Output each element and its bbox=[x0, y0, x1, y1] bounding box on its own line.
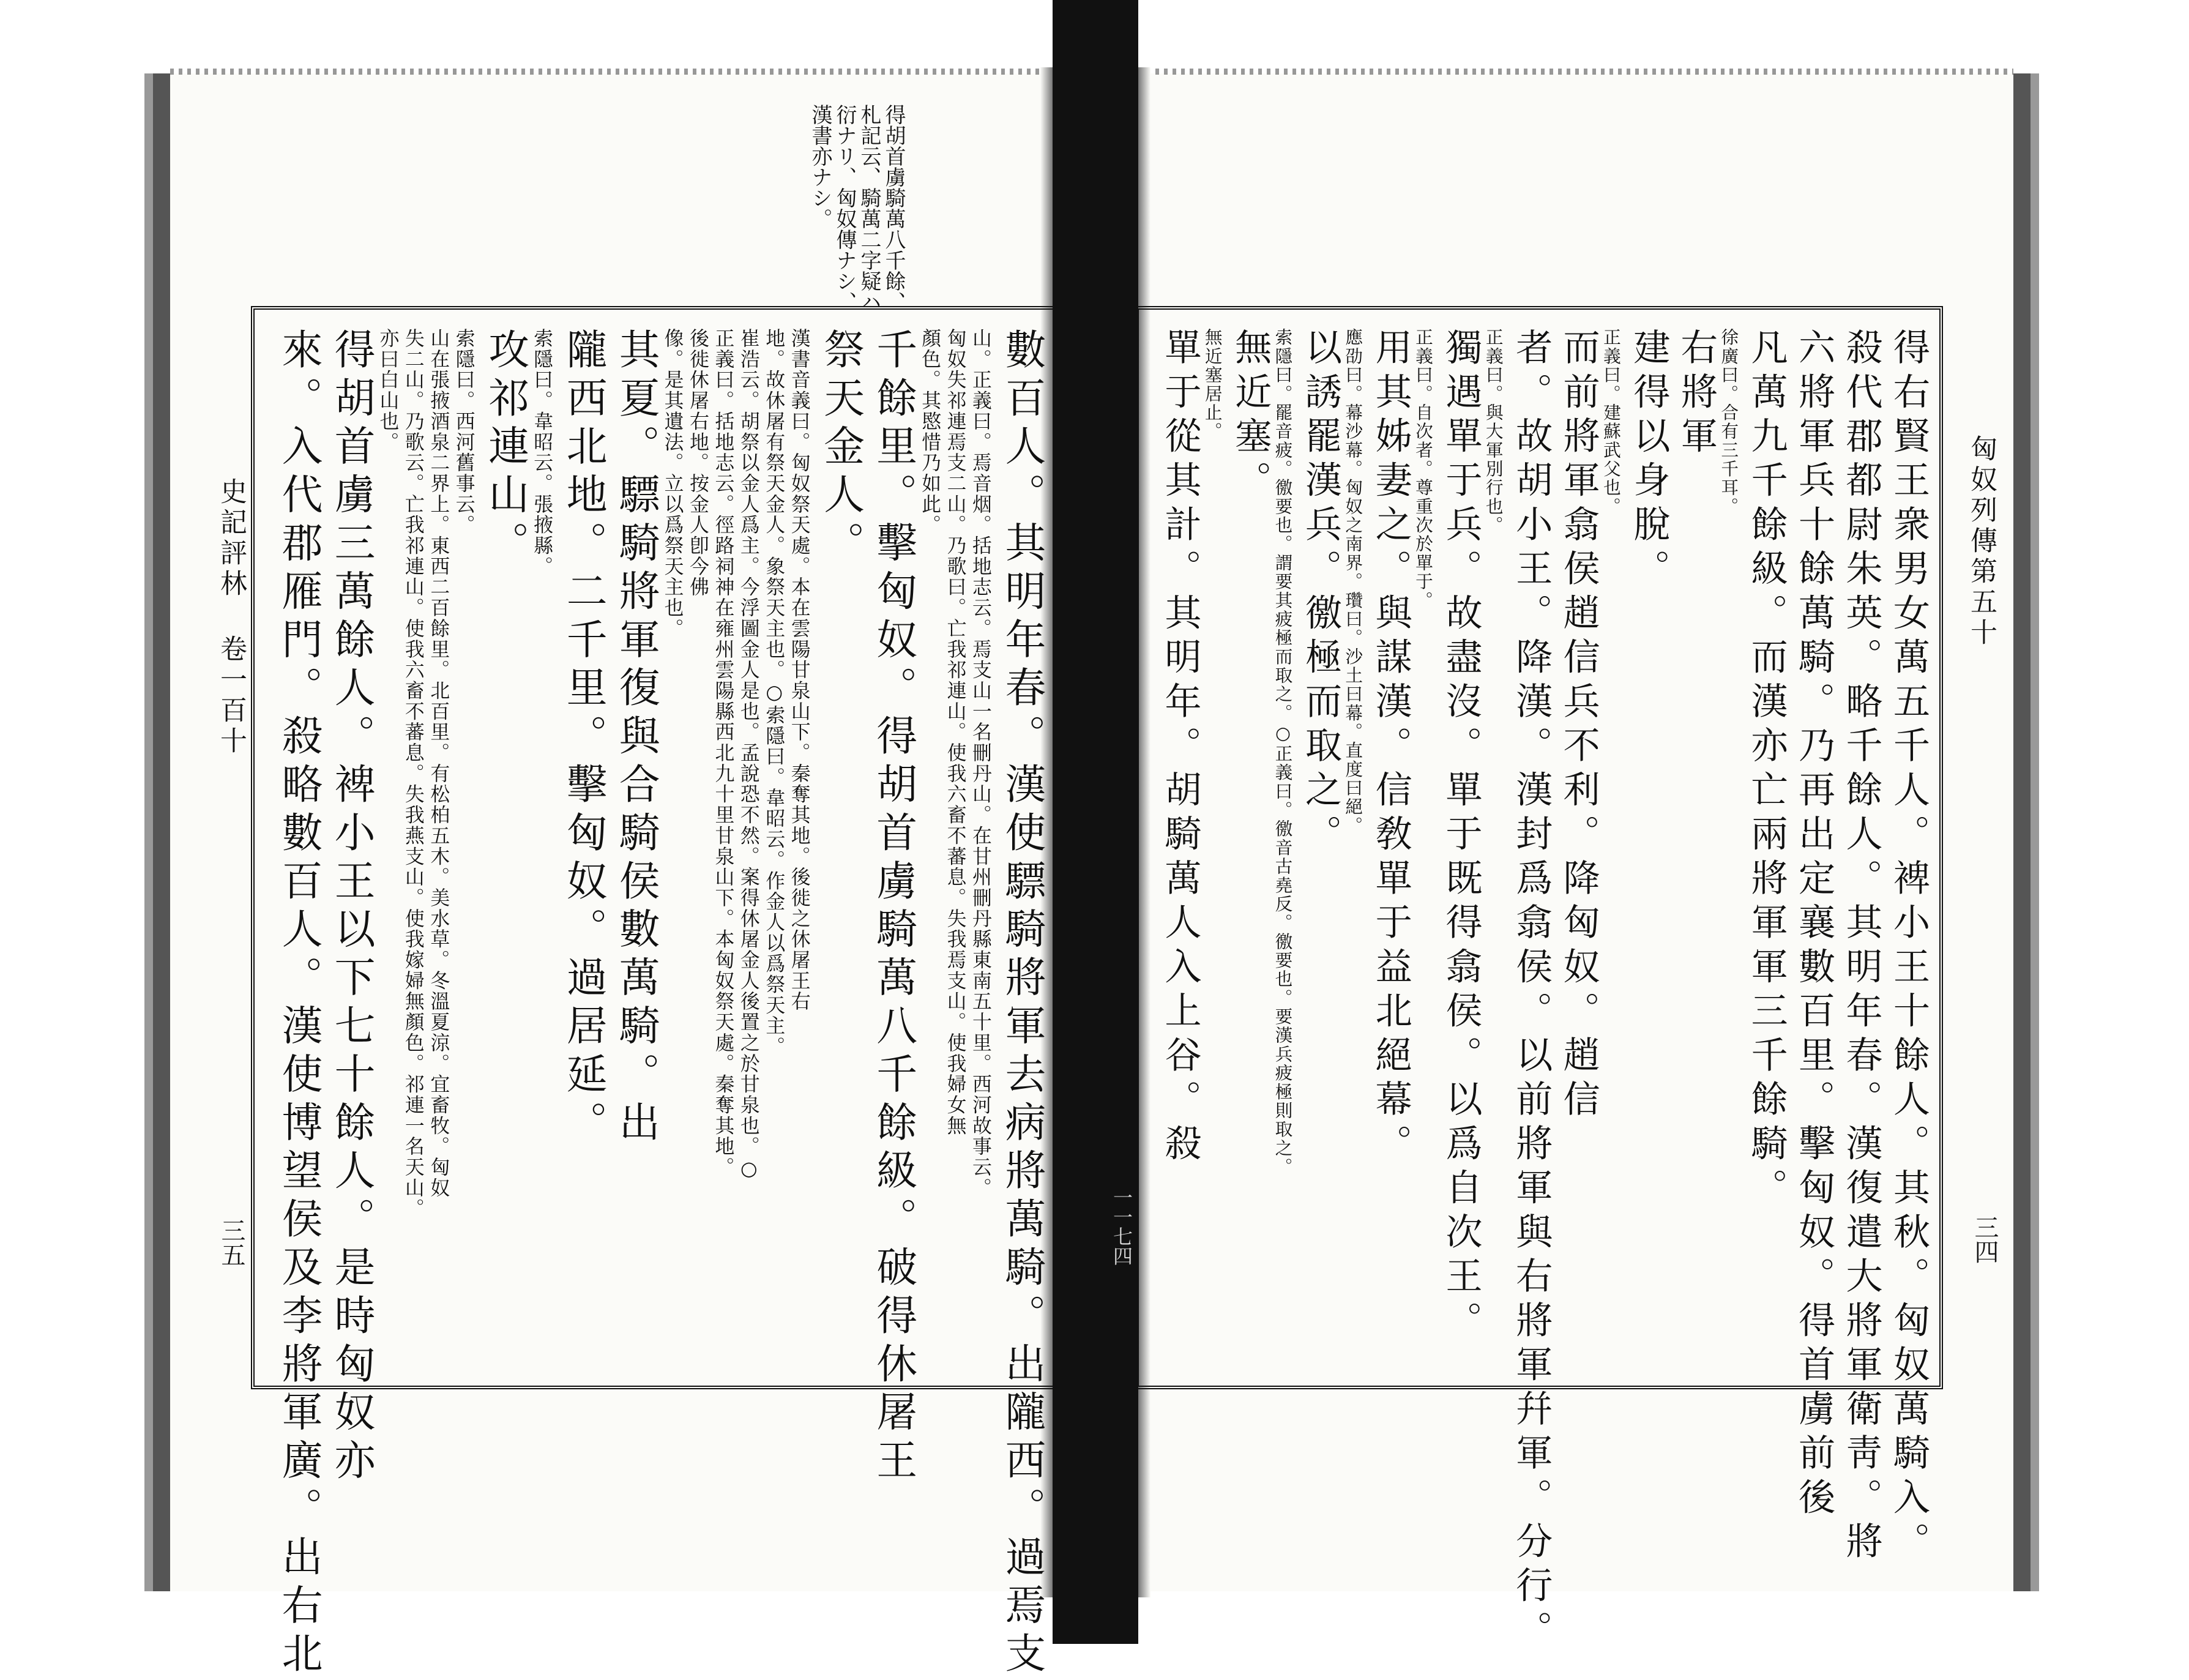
text-column: 來。入代郡雁門。殺略數百人。漢使博望侯及李將軍廣。出右北 bbox=[275, 328, 324, 1680]
text-column: 右將軍 bbox=[1674, 328, 1718, 461]
headnote: 得胡首虜騎萬八千餘、札記云、騎萬二字疑ハ衍ナリ、匈奴傳ナシ、漢書亦ナシ。 bbox=[808, 104, 906, 312]
right-page-number: 三四 bbox=[1971, 1215, 1999, 1264]
commentary-column: 顏色。其愍惜乃如此。 bbox=[919, 328, 942, 536]
commentary-column: 亦曰白山也。 bbox=[376, 328, 400, 453]
text-column: 其夏。驃騎將軍復與合騎侯數萬騎。出 bbox=[613, 328, 661, 1149]
text-column: 無近塞。 bbox=[1229, 328, 1272, 505]
commentary-column: 正義曰。括地志云。徑路祠神在雍州雲陽縣西北九十里甘泉山下。本匈奴祭天處。秦奪其地。 bbox=[712, 328, 736, 1178]
commentary-column: 失二山。乃歌云。亡我祁連山。使我六畜不蕃息。失我燕支山。使我嫁婦無顏色。祁連一名天山。 bbox=[401, 328, 425, 1219]
commentary-column: 後徙休屠右地。按金人卽今佛 bbox=[687, 328, 710, 598]
commentary-column: 徐廣曰。合有三千耳。 bbox=[1718, 328, 1740, 516]
text-column: 得右賢王衆男女萬五千人。裨小王十餘人。其秋。匈奴萬騎入。 bbox=[1887, 328, 1930, 1566]
text-column: 凡萬九千餘級。而漢亦亡兩將軍軍三千餘騎。 bbox=[1745, 328, 1788, 1212]
text-column: 而前將軍翕侯趙信兵不利。降匈奴。趙信 bbox=[1557, 328, 1600, 1124]
commentary-column: 正義曰。與大軍別行也。 bbox=[1483, 328, 1504, 535]
text-column: 數百人。其明年春。漢使驃騎將軍去病將萬騎。出隴西。過焉支 bbox=[998, 328, 1046, 1680]
text-column: 單于從其計。其明年。胡騎萬人入上谷。殺 bbox=[1158, 328, 1202, 1168]
commentary-column: 山。正義曰。焉音烟。括地志云。焉支山一名刪丹山。在甘州刪丹縣東南五十里。西河故事云。 bbox=[969, 328, 993, 1198]
scan-noise bbox=[170, 69, 1070, 75]
text-column: 千餘里。擊匈奴。得胡首虜騎萬八千餘級。破得休屠王 bbox=[870, 328, 918, 1487]
commentary-column: 地。故休屠有祭天金人。象祭天主也。○索隱曰。韋昭云。作金人以爲祭天主。 bbox=[763, 328, 786, 1057]
commentary-column: 索隱曰。西河舊事云。 bbox=[452, 328, 476, 536]
commentary-column: 崔浩云。胡祭以金人爲主。今浮圖金人是也。孟說恐不然。案得休屠金人後置之於甘泉也。○ bbox=[737, 328, 761, 1181]
text-column: 殺代郡都尉朱英。略千餘人。其明年春。漢復遣大將軍衛靑。將 bbox=[1840, 328, 1883, 1566]
gutter-page-number: 一一七四 bbox=[1110, 1187, 1133, 1266]
commentary-column: 索隱曰。韋昭云。張掖縣。 bbox=[531, 328, 554, 577]
text-column: 六將軍兵十餘萬騎。乃再出定襄數百里。擊匈奴。得首虜前後 bbox=[1792, 328, 1836, 1522]
text-column: 獨遇單于兵。故盡沒。單于既得翕侯。以爲自次王。 bbox=[1439, 328, 1483, 1345]
scan-noise bbox=[1138, 69, 2013, 75]
commentary-column: 匈奴失祁連焉支二山。乃歌曰。亡我祁連山。使我六畜不蕃息。失我焉支山。使我婦女無 bbox=[944, 328, 968, 1137]
text-column: 得胡首虜三萬餘人。裨小王以下七十餘人。是時匈奴亦 bbox=[328, 328, 376, 1487]
text-column: 建得以身脫。 bbox=[1627, 328, 1671, 594]
commentary-column: 像。是其遺法。立以爲祭天主也。 bbox=[661, 328, 685, 639]
text-column: 祭天金人。 bbox=[817, 328, 865, 570]
text-column: 隴西北地。二千里。擊匈奴。過居延。 bbox=[560, 328, 608, 1149]
left-text-frame bbox=[251, 306, 1059, 1680]
left-running-title: 史記評林 卷一百十 bbox=[215, 477, 247, 757]
commentary-column: 索隱曰。罷音疲。徼要也。謂要其疲極而取之。○正義曰。徼音古堯反。徼要也。要漢兵疲極則取之。 bbox=[1272, 328, 1294, 1176]
book-spine bbox=[1053, 0, 1138, 1644]
commentary-column: 應劭曰。幕沙幕。匈奴之南界。瓚曰。沙土曰幕。直度曰絕。 bbox=[1343, 328, 1364, 835]
commentary-column: 漢書音義曰。匈奴祭天處。本在雲陽甘泉山下。秦奪其地。後徙之休屠王右 bbox=[788, 328, 811, 1012]
right-running-title: 匈奴列傳第五十 bbox=[1966, 435, 1997, 649]
text-column: 者。故胡小王。降漢。漢封爲翕侯。以前將軍與右將軍幷軍。分行。 bbox=[1510, 328, 1553, 1655]
text-column: 以誘罷漢兵。徼極而取之。 bbox=[1299, 328, 1342, 859]
commentary-column: 正義曰。自次者。尊重次於單于。 bbox=[1412, 328, 1434, 610]
commentary-column: 無近塞居止。 bbox=[1202, 328, 1223, 441]
text-column: 用其姊妻之。與謀漢。信敎單于益北絕幕。 bbox=[1369, 328, 1412, 1168]
commentary-column: 正義曰。建蘇武父也。 bbox=[1600, 328, 1622, 516]
text-column: 攻祁連山。 bbox=[482, 328, 530, 570]
right-text-frame bbox=[1135, 306, 1943, 1655]
commentary-column: 山在張掖酒泉二界上。東西二百餘里。北百里。有松柏五木。美水草。冬溫夏涼。宜畜牧。匈奴 bbox=[427, 328, 451, 1198]
left-page-number: 三五 bbox=[217, 1218, 245, 1267]
